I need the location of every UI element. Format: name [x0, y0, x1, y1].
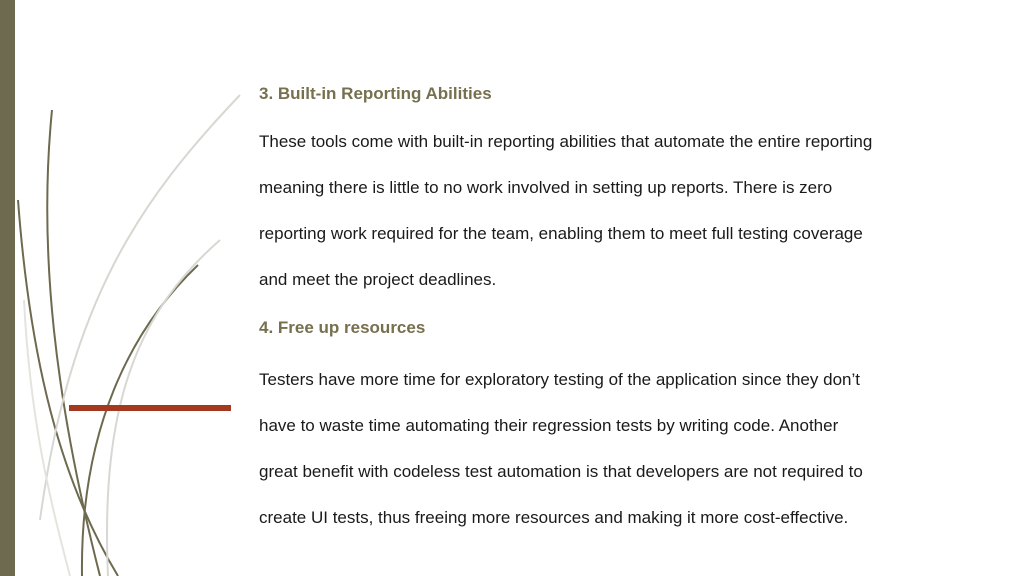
paragraph-line: reporting work required for the team, enabling them to meet full testing coverage	[259, 224, 863, 243]
paragraph-line: and meet the project deadlines.	[259, 270, 497, 289]
paragraph-line: These tools come with built-in reporting abilities that automate the entire reporting	[259, 132, 873, 151]
paragraph-line: meaning there is little to no work involved in setting up reports. There is zero	[259, 178, 833, 197]
decorative-curves	[0, 0, 260, 576]
section-heading-resources: 4. Free up resources	[259, 318, 426, 337]
section-heading-reporting: 3. Built-in Reporting Abilities	[259, 84, 492, 103]
section-paragraph-reporting	[259, 119, 979, 303]
section-paragraph-resources	[259, 357, 979, 541]
paragraph-line: Testers have more time for exploratory testing of the application since they don’t	[259, 370, 860, 389]
slide-content	[259, 80, 979, 541]
paragraph-line: create UI tests, thus freeing more resources and making it more cost-effective.	[259, 508, 849, 527]
paragraph-line: great benefit with codeless test automation is that developers are not required to	[259, 462, 863, 481]
paragraph-line: have to waste time automating their regression tests by writing code. Another	[259, 416, 839, 435]
accent-bar	[69, 405, 231, 411]
